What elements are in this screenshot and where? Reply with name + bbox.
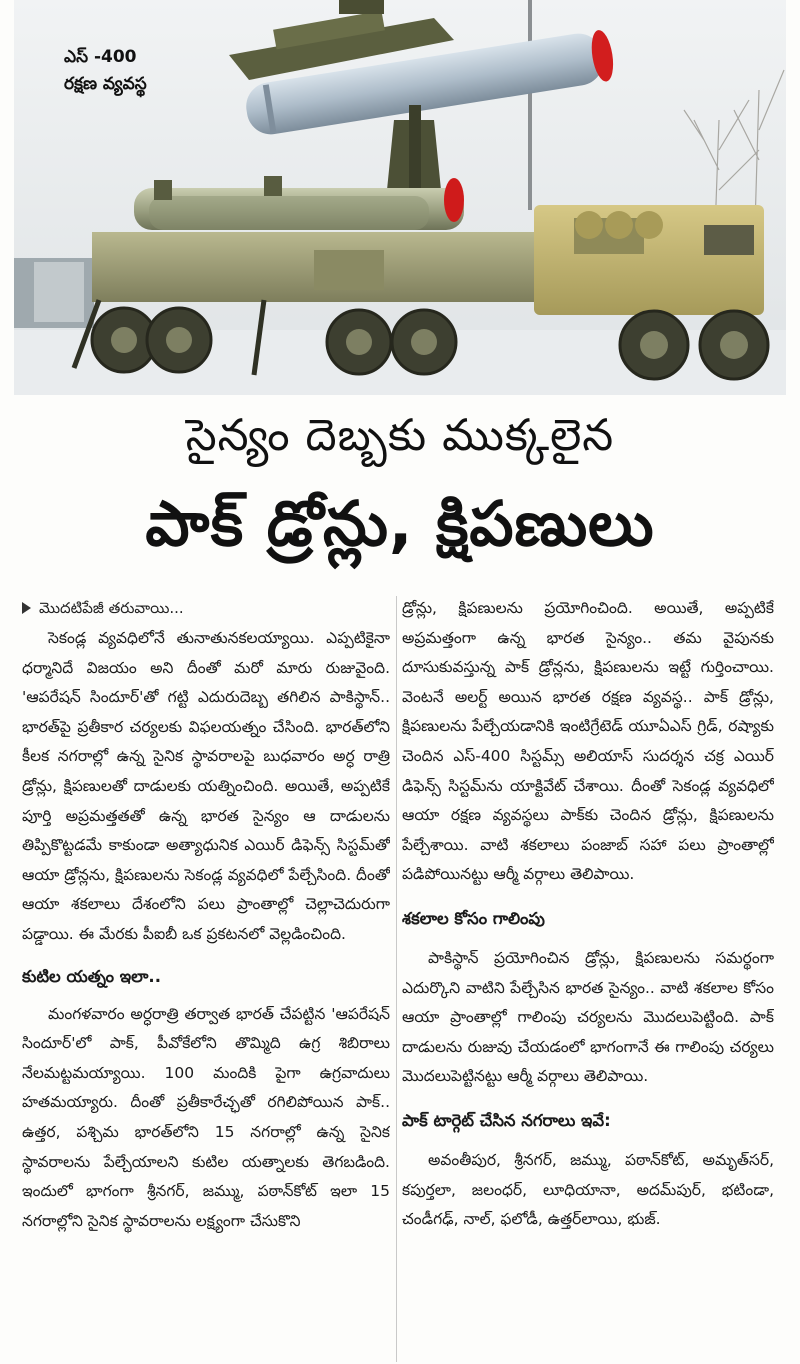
article-paragraph: పాకిస్థాన్ ప్రయోగించిన డ్రోన్లు, క్షిపణులను సమర్థంగా ఎదుర్కొని వాటిని పేల్చేసిన భారత సైన్యం.. వాటి శకలాల కోసం ఆయా ప్రాంతాల్లో గాలింపు చర్యలను మొదలుపెట్టింది. పాక్ దాడులను రుజువు చేయడంలో భాగంగానే ఈ గాలింపు చర్యలు మొదలుపెట్టినట్టు ఆర్మీ వర్గాలు తెలిపాయి. xyxy=(402,948,774,1086)
subheading: పాక్ టార్గెట్ చేసిన నగరాలు ఇవే: xyxy=(402,1110,611,1130)
subheading: శకలాల కోసం గాలింపు xyxy=(402,908,545,928)
column-divider xyxy=(396,596,397,1362)
headline-line1: సైన్యం దెబ్బకు ముక్కలైన xyxy=(185,410,615,461)
continued-from-note xyxy=(22,594,390,622)
continued-from-text: మొదటిపేజీ తరువాయి... xyxy=(39,599,184,617)
triangle-arrow-icon xyxy=(22,602,31,614)
photo-caption xyxy=(64,44,147,98)
article-paragraph: మంగళవారం అర్ధరాత్రి తర్వాత భారత్ చేపట్టిన 'ఆపరేషన్ సిందూర్'లో పాక్, పీవోకేలోని తొమ్మిది ఉగ్ర శిబిరాలు నేలమట్టమయ్యాయి. 100 మందికి పైగా ఉగ్రవాదులు హతమయ్యారు. దీంతో ప్రతీకారేచ్ఛతో రగిలిపోయిన పాక్.. ఉత్తర, పశ్చిమ భారత్‌లోని 15 నగరాల్లో ఉన్న సైనిక స్థావరాలను పేల్చేయాలని కుటిల యత్నాలకు తెగబడింది. ఇందులో భాగంగా శ్రీనగర్, జమ్ము, పఠాన్‌కోట్ ఇలా 15 నగరాల్లోని సైనిక స్థావరాలను లక్ష్యంగా చేసుకొని xyxy=(22,1004,390,1230)
article-paragraph: సెకండ్ల వ్యవధిలోనే తునాతునకలయ్యాయి. ఎప్పటికైనా ధర్మానిదే విజయం అని దీంతో మరో మారు రుజువైంది. 'ఆపరేషన్ సిందూర్'తో గట్టి ఎదురుదెబ్బ తగిలిన పాకిస్థాన్.. భారత్‌పై ప్రతీకార చర్యలకు విఫలయత్నం చేసింది. భారత్‌లోని కీలక నగరాల్లో ఉన్న సైనిక స్థావరాలపై బుధవారం అర్ధ రాత్రి డ్రోన్లు, క్షిపణులతో దాడులకు యత్నించింది. అయితే, అప్పటికే పూర్తి అప్రమత్తతతో ఉన్న భారత సైన్యం ఆ దాడులను తిప్పికొట్టడమే కాకుండా అత్యాధునిక ఎయిర్ డిఫెన్స్ సిస్టమ్‌తో ఆయా డ్రోన్లను, క్షిపణులను సెకండ్ల వ్యవధిలో పేల్చేసింది. దీంతో ఆయా శకలాలు దేశంలోని పలు ప్రాంతాల్లో చెల్లాచెదురుగా పడ్డాయి. ఈ మేరకు పీఐబీ ఒక ప్రకటనలో వెల్లడించింది. xyxy=(22,629,390,943)
photo-caption-line1: ఎస్ -400 xyxy=(64,47,137,67)
photo-caption-line2: రక్షణ వ్యవస్థ xyxy=(64,74,147,94)
headline-line2: పాక్ డ్రోన్లు, క్షిపణులు xyxy=(145,487,655,560)
article-paragraph: డ్రోన్లు, క్షిపణులను ప్రయోగించింది. అయితే, అప్పటికే అప్రమత్తంగా ఉన్న భారత సైన్యం.. తమ వైపునకు దూసుకువస్తున్న పాక్ డ్రోన్లను, క్షిపణులను ఇట్టే గుర్తించాయి. వెంటనే అలర్ట్ అయిన భారత రక్షణ వ్యవస్థ.. పాక్ డ్రోన్లు, క్షిపణులను పేల్చేయడానికి ఇంటిగ్రేటెడ్ యూఏఎస్ గ్రిడ్, రష్యాకు చెందిన ఎస్-400 సిస్టమ్స్ అలియాస్ సుదర్శన చక్ర ఎయిర్ డిఫెన్స్ సిస్టమ్‌ను యాక్టివేట్ చేశాయి. దీంతో సెకండ్ల వ్యవధిలో ఆయా రక్షణ వ్యవస్థలు పాక్‌కు చెందిన డ్రోన్లు, క్షిపణులను పేల్చేశాయి. వాటి శకలాలు పంజాబ్ సహా పలు ప్రాంతాల్లో పడిపోయినట్టు ఆర్మీ వర్గాలు తెలిపాయి. xyxy=(402,599,774,884)
subheading: కుటిల యత్నం ఇలా.. xyxy=(22,966,161,986)
s400-photo xyxy=(14,0,786,395)
article-column-left xyxy=(22,594,390,1364)
article-column-right xyxy=(402,594,774,1364)
article-paragraph: అవంతీపుర, శ్రీనగర్, జమ్ము, పఠాన్‌కోట్, అమృత్‌సర్, కపుర్తలా, జలంధర్, లూధియానా, అదమ్‌పుర్, భటిండా, చండీగఢ్, నాల్, ఫలోడీ, ఉత్తర్‌లాయి, భుజ్. xyxy=(402,1150,774,1229)
